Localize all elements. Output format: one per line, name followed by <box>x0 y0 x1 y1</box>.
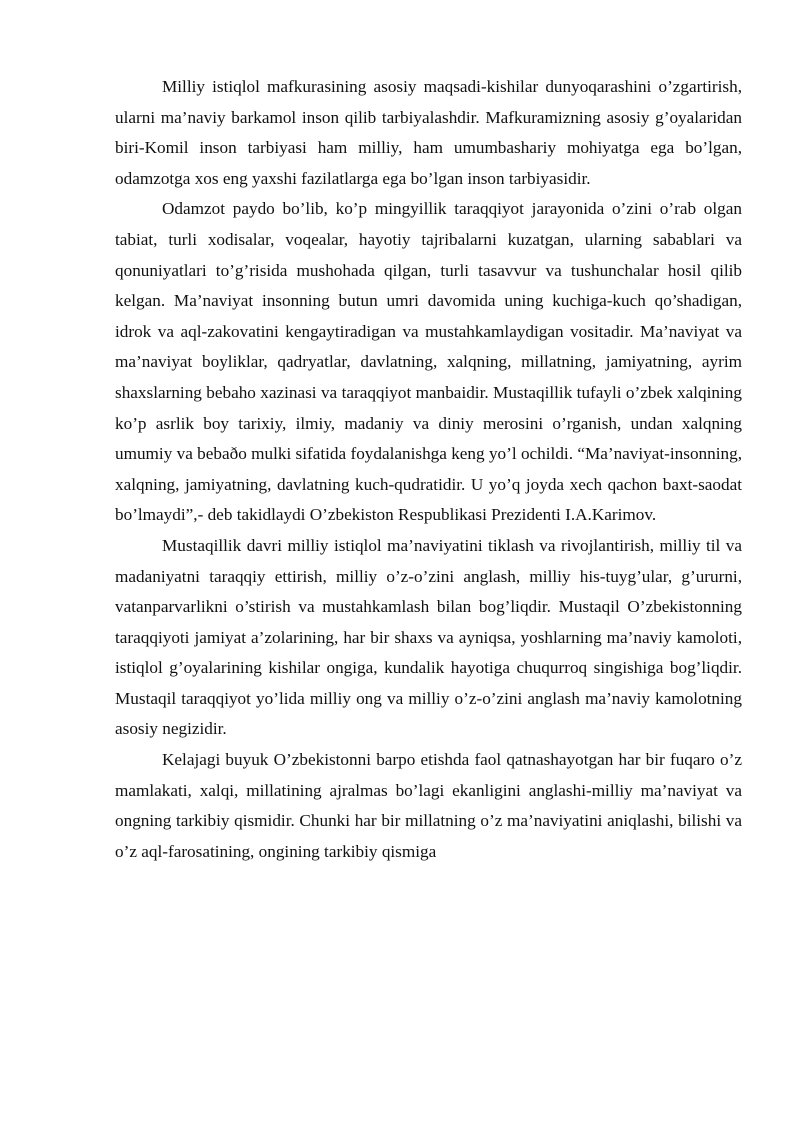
paragraph-4: Kelajagi buyuk O’zbekistonni barpo etishda faol qatnashayotgan har bir fuqaro o’z mamlakati, xalqi, millatining ajralmas bo’lagi ekanligini anglashi-milliy ma’naviyat va ongning tarkibiy qismidir. Chunki har bir millatning o’z ma’naviyatini aniqlashi, bilishi va o’z aql-farosatining, ongining tarkibiy qismiga <box>115 750 742 861</box>
paragraph-3: Mustaqillik davri milliy istiqlol ma’naviyatini tiklash va rivojlantirish, milliy til va madaniyatni taraqqiy ettirish, milliy o’z-o’zini anglash, milliy his-tuyg’ular, g’ururni, vatanparvarlikni o’stirish va mustahkamlash bilan bog’liqdir. Mustaqil O’zbekistonning taraqqiyoti jamiyat a’zolarining, har bir shaxs va ayniqsa, yoshlarning ma’naviy kamoloti, istiqlol g’oyalarining kishilar ongiga, kundalik hayotiga chuqurroq singishiga bog’liqdir. Mustaqil taraqqiyot yo’lida milliy ong va milliy o’z-o’zini anglash ma’naviy kamolotning asosiy negizidir. <box>115 535 742 739</box>
paragraph-1: Milliy istiqlol mafkurasining asosiy maqsadi-kishilar dunyoqarashini o’zgartirish, ularni ma’naviy barkamol inson qilib tarbiyalashdir. Mafkuramizning asosiy g’oyalaridan biri-Komil inson tarbiyasi ham milliy, ham umumbashariy mohiyatga ega bo’lgan, odamzotga xos eng yaxshi fazilatlarga ega bo’lgan inson tarbiyasidir. <box>115 77 742 188</box>
paragraph-2: Odamzot paydo bo’lib, ko’p mingyillik taraqqiyot jarayonida o’zini o’rab olgan tabiat, turli xodisalar, voqealar, hayotiy tajribalarni kuzatgan, ularning sabablari va qonuniyatlari to’g’risida mushohada qilgan, turli tasavvur va tushunchalar hosil qilib kelgan. Ma’naviyat insonning butun umri davomida uning kuchiga-kuch qo’shadigan, idrok va aql-zakovatini kengaytiradigan va mustahkamlaydigan vositadir. Ma’naviyat va ma’naviyat boyliklar, qadryatlar, davlatning, xalqning, millatning, jamiyatning, ayrim shaxslarning bebaho xazinasi va taraqqiyot manbaidir. Mustaqillik tufayli o’zbek xalqining ko’p asrlik boy tarixiy, ilmiy, madaniy va diniy merosini o’rganish, undan xalqning umumiy va bebaðo mulki sifatida foydalanishga keng yo’l ochildi. “Ma’naviyat-insonning, xalqning, jamiyatning, davlatning kuch-qudratidir. U yo’q joyda xech qachon baxt-saodat bo’lmaydi”,- deb takidlaydi O’zbekiston Respublikasi Prezidenti I.A.Karimov. <box>115 199 742 525</box>
document-page <box>115 72 742 867</box>
